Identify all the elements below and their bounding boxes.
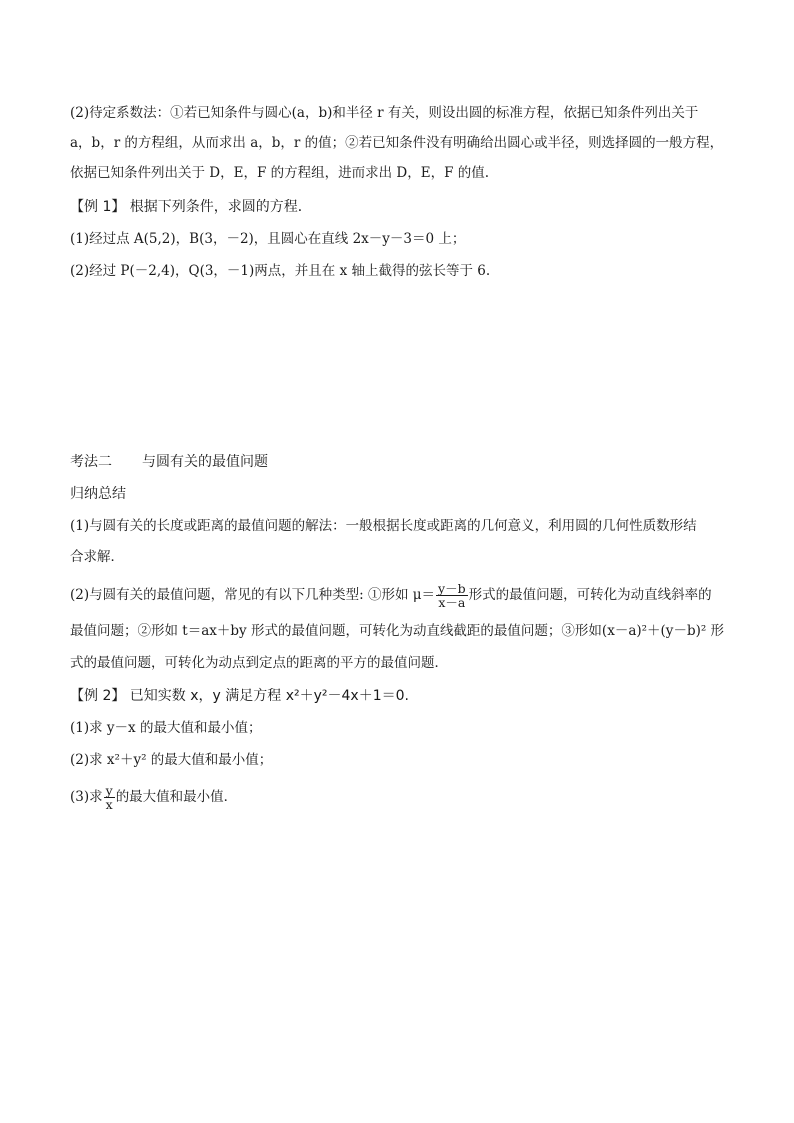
method-line-2: a，b，r 的方程组，从而求出 a，b，r 的值；②若已知条件没有明确给出圆心或半径，则选择圆的一般方程， (70, 135, 724, 151)
method-line-1: (2)待定系数法：①若已知条件与圆心(a，b)和半径 r 有关，则设出圆的标准方程，依据已知条件列出关于 (70, 105, 699, 121)
ratio-denominator: x (105, 797, 113, 812)
fraction-numerator: y－b (438, 581, 466, 596)
section-heading-label: 考法二 (70, 454, 112, 470)
method-line-3: 依据已知条件列出关于 D，E，F 的方程组，进而求出 D，E，F 的值. (70, 165, 490, 181)
summary-title: 归纳总结 (70, 486, 126, 502)
summary-p2-text-b: 形式的最值问题，可转化为动直线斜率的 (468, 587, 712, 603)
example-2-question-1: (1)求 y－x 的最大值和最小值； (70, 720, 262, 736)
question-3-prefix: (3)求 (70, 789, 103, 805)
section-heading (70, 452, 730, 472)
section-heading-title: 与圆有关的最值问题 (142, 454, 268, 470)
summary-p2-line-2: 最值问题；②形如 t＝ax＋by 形式的最值问题，可转化为动直线截距的最值问题；③形如(x－a)²＋(y－b)² 形 (70, 623, 725, 639)
summary-p2-line-3: 式的最值问题，可转化为动点到定点的距离的平方的最值问题． (70, 655, 448, 671)
ratio-numerator: y (105, 783, 113, 798)
summary-p2-text-a: (2)与圆有关的最值问题，常见的有以下几种类型: ①形如 μ＝ (70, 587, 436, 603)
ratio-fraction (104, 784, 115, 811)
fraction-denominator: x－a (438, 595, 466, 610)
summary-p1-line-1: (1)与圆有关的长度或距离的最值问题的解法：一般根据长度或距离的几何意义，利用圆的几何性质数形结 (70, 518, 697, 534)
example-2-question-2: (2)求 x²＋y² 的最大值和最小值； (70, 752, 273, 768)
example-1-question-1: (1)经过点 A(5,2)，B(3，－2)，且圆心在直线 2x－y－3＝0 上； (70, 231, 466, 247)
example-1-question-2: (2)经过 P(－2,4)，Q(3，－1)两点，并且在 x 轴上截得的弦长等于 6. (70, 263, 491, 279)
summary-p1-line-2: 合求解． (70, 549, 124, 565)
question-3-suffix: 的最大值和最小值． (115, 789, 238, 805)
example-2-question-3 (70, 782, 730, 812)
slope-fraction (436, 582, 468, 609)
example-2-title: 【例 2】 已知实数 x，y 满足方程 x²＋y²－4x＋1＝0. (70, 688, 409, 704)
summary-p2-line-1 (70, 580, 730, 610)
example-1-title: 【例 1】 根据下列条件，求圆的方程． (70, 199, 312, 215)
